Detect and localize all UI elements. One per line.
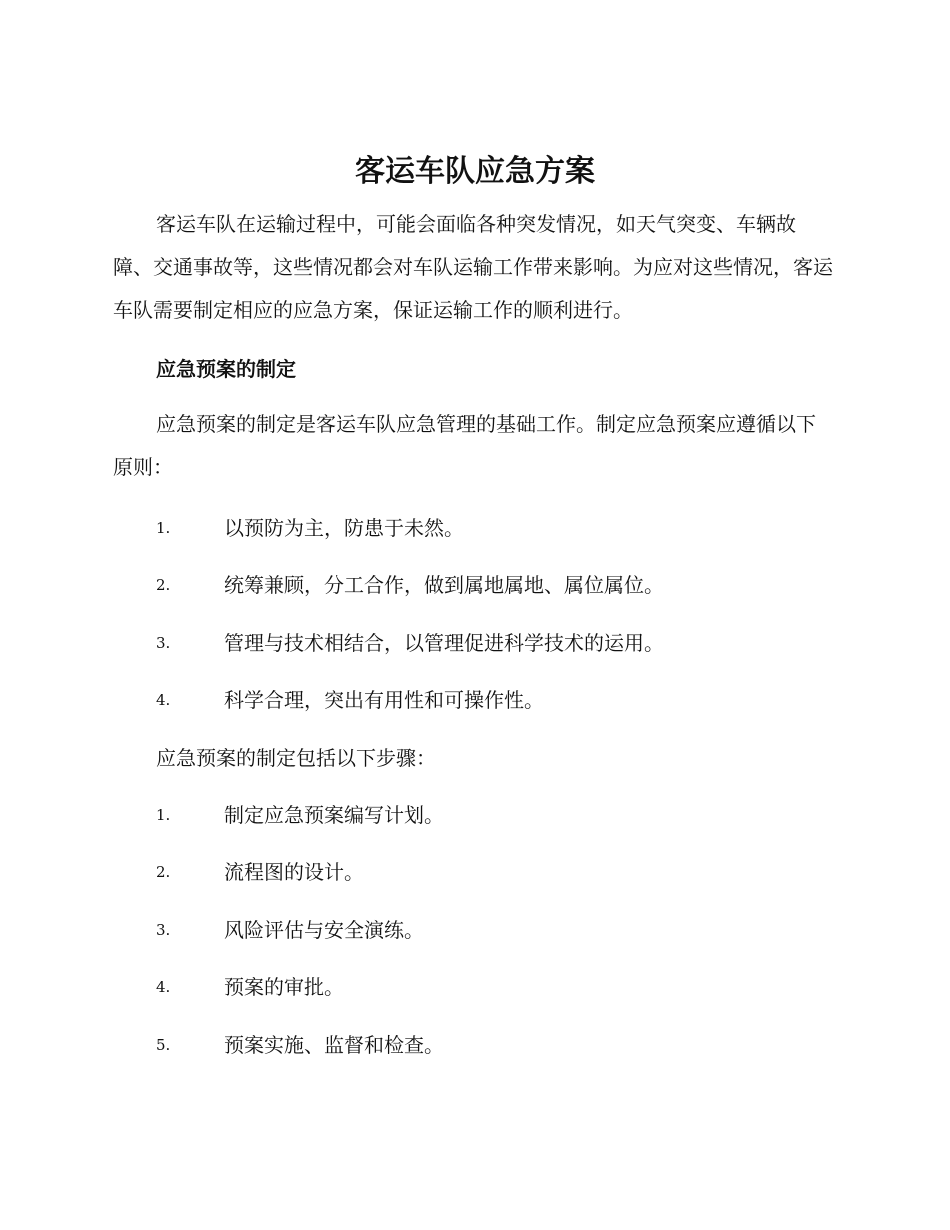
list-text: 预案实施、监督和检查。 bbox=[224, 1033, 444, 1057]
step-item bbox=[156, 1030, 836, 1060]
list-number: 4. bbox=[156, 691, 171, 709]
principle-item bbox=[156, 570, 836, 600]
list-text: 风险评估与安全演练。 bbox=[224, 918, 424, 942]
intro-paragraph: 客运车队在运输过程中，可能会面临各种突发情况，如天气突变、车辆故障、交通事故等，这些情况都会对车队运输工作带来影响。为应对这些情况，客运车队需要制定相应的应急方案，保证运输工作的顺利进行。 bbox=[113, 212, 833, 322]
list-text: 科学合理，突出有用性和可操作性。 bbox=[224, 688, 544, 712]
step-item bbox=[156, 857, 836, 887]
list-text: 制定应急预案编写计划。 bbox=[224, 803, 444, 827]
list-number: 5. bbox=[156, 1036, 171, 1054]
list-number: 2. bbox=[156, 576, 171, 594]
step-item bbox=[156, 972, 836, 1002]
list-number: 1. bbox=[156, 806, 171, 824]
list-text: 统筹兼顾，分工合作，做到属地属地、属位属位。 bbox=[224, 573, 664, 597]
principle-item bbox=[156, 513, 836, 543]
section-heading: 应急预案的制定 bbox=[156, 357, 296, 381]
list-text: 管理与技术相结合，以管理促进科学技术的运用。 bbox=[224, 631, 664, 655]
list-text: 预案的审批。 bbox=[224, 975, 344, 999]
list-number: 3. bbox=[156, 634, 171, 652]
list-number: 3. bbox=[156, 921, 171, 939]
step-item bbox=[156, 915, 836, 945]
list-number: 1. bbox=[156, 519, 171, 537]
list-number: 2. bbox=[156, 863, 171, 881]
principle-item bbox=[156, 685, 836, 715]
steps-intro: 应急预案的制定包括以下步骤： bbox=[156, 746, 436, 770]
document-title: 客运车队应急方案 bbox=[355, 154, 595, 189]
step-item bbox=[156, 800, 836, 830]
list-text: 流程图的设计。 bbox=[224, 860, 364, 884]
list-number: 4. bbox=[156, 978, 171, 996]
list-text: 以预防为主，防患于未然。 bbox=[224, 516, 464, 540]
section-paragraph: 应急预案的制定是客运车队应急管理的基础工作。制定应急预案应遵循以下原则： bbox=[113, 412, 816, 479]
principle-item bbox=[156, 628, 836, 658]
